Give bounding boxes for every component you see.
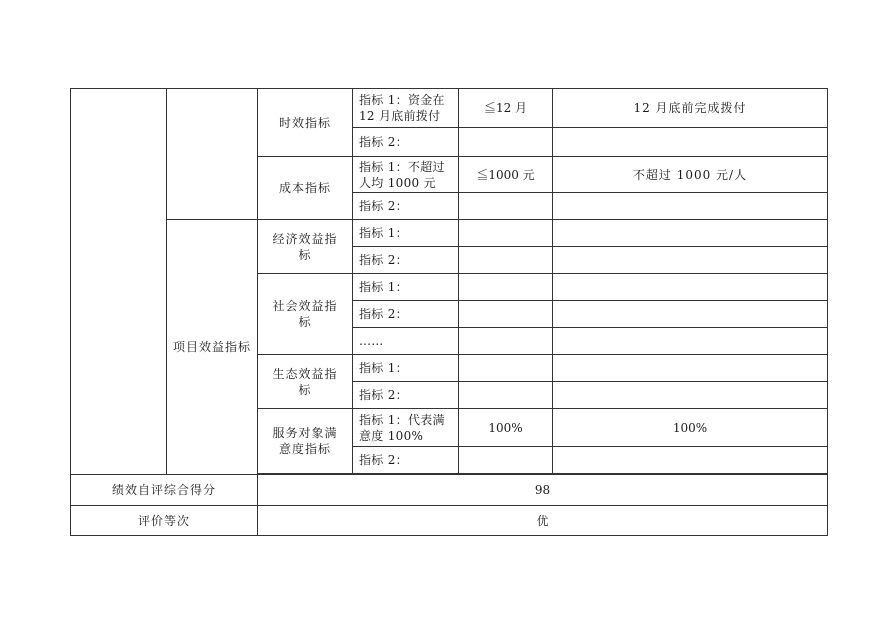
indicator-timeliness-1: 指标 1：资金在 12 月底前拨付 <box>353 89 459 128</box>
total-score-value: 98 <box>258 475 828 506</box>
level2-satisfaction: 服务对象满意度指标 <box>258 409 353 474</box>
target-economic-1 <box>459 220 553 247</box>
level2-ecological: 生态效益指标 <box>258 355 353 409</box>
target-social-more <box>459 328 553 355</box>
total-score-label: 绩效自评综合得分 <box>71 475 258 506</box>
level2-social: 社会效益指标 <box>258 274 353 355</box>
actual-economic-2 <box>553 247 828 274</box>
indicator-ecological-1: 指标 1： <box>353 355 459 382</box>
actual-ecological-1 <box>553 355 828 382</box>
indicator-cost-2: 指标 2： <box>353 193 459 220</box>
actual-ecological-2 <box>553 382 828 409</box>
actual-social-2 <box>553 301 828 328</box>
target-ecological-2 <box>459 382 553 409</box>
table-row <box>71 506 828 536</box>
actual-cost-1: 不超过 1000 元/人 <box>553 157 828 193</box>
table-row <box>71 89 828 128</box>
indicator-economic-2: 指标 2： <box>353 247 459 274</box>
actual-social-1 <box>553 274 828 301</box>
actual-timeliness-1: 12 月底前完成拨付 <box>553 89 828 128</box>
actual-timeliness-2 <box>553 128 828 157</box>
table-row <box>71 475 828 506</box>
indicator-cost-1: 指标 1：不超过人均 1000 元 <box>353 157 459 193</box>
actual-cost-2 <box>553 193 828 220</box>
actual-satisfaction-1: 100% <box>553 409 828 447</box>
level1-project-benefit: 项目效益指标 <box>167 220 258 475</box>
actual-economic-1 <box>553 220 828 247</box>
level2-economic: 经济效益指标 <box>258 220 353 274</box>
indicator-social-more: …… <box>353 328 459 355</box>
target-timeliness-2 <box>459 128 553 157</box>
level1-cell-empty <box>167 89 258 220</box>
target-satisfaction-2 <box>459 447 553 474</box>
level2-timeliness: 时效指标 <box>258 89 353 157</box>
category-cell-empty <box>71 89 167 475</box>
target-cost-1: ≦1000 元 <box>459 157 553 193</box>
indicator-ecological-2: 指标 2： <box>353 382 459 409</box>
target-social-1 <box>459 274 553 301</box>
table-row <box>71 220 828 247</box>
indicator-economic-1: 指标 1： <box>353 220 459 247</box>
grade-label: 评价等次 <box>71 506 258 536</box>
grade-value: 优 <box>258 506 828 536</box>
target-cost-2 <box>459 193 553 220</box>
indicator-satisfaction-1: 指标 1：代表满意度 100% <box>353 409 459 447</box>
target-economic-2 <box>459 247 553 274</box>
actual-social-more <box>553 328 828 355</box>
indicator-timeliness-2: 指标 2： <box>353 128 459 157</box>
target-satisfaction-1: 100% <box>459 409 553 447</box>
target-social-2 <box>459 301 553 328</box>
performance-evaluation-table <box>70 88 828 536</box>
actual-satisfaction-2 <box>553 447 828 474</box>
indicator-social-2: 指标 2： <box>353 301 459 328</box>
indicator-satisfaction-2: 指标 2： <box>353 447 459 474</box>
indicator-social-1: 指标 1： <box>353 274 459 301</box>
target-ecological-1 <box>459 355 553 382</box>
target-timeliness-1: ≦12 月 <box>459 89 553 128</box>
level2-cost: 成本指标 <box>258 157 353 220</box>
